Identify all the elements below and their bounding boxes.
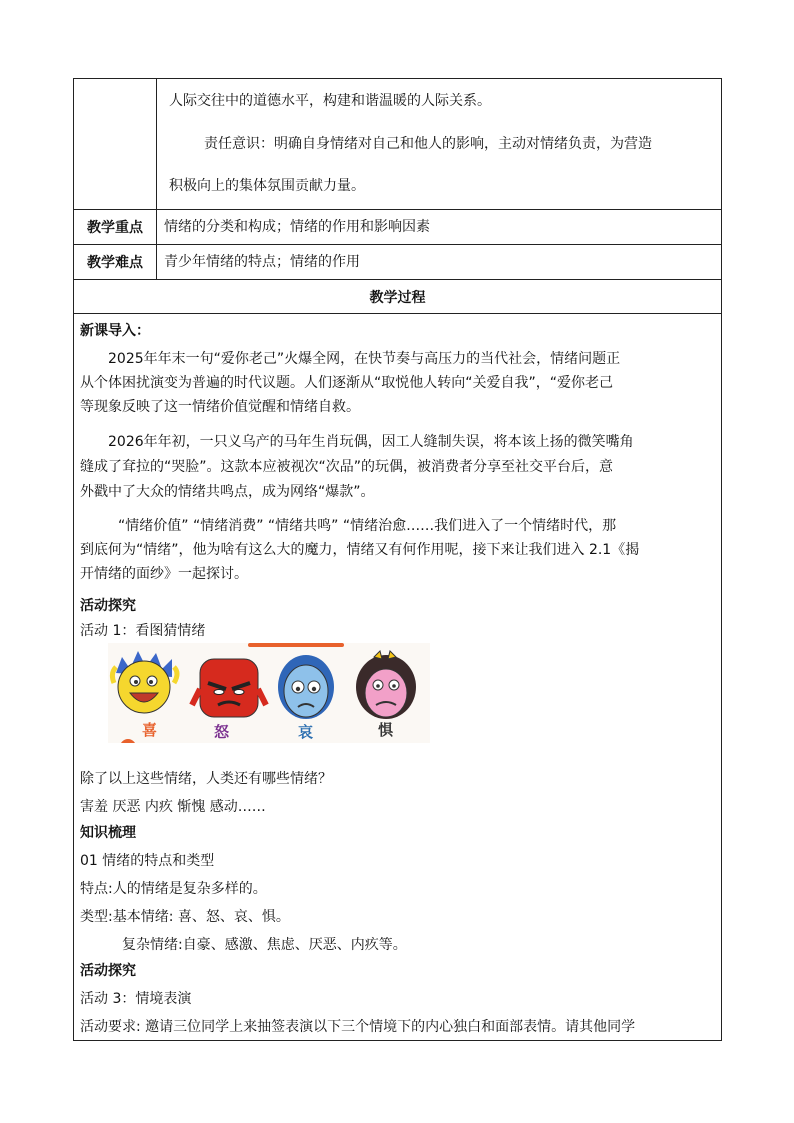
emotion-label: 喜 [142, 721, 158, 739]
intro-heading: 新课导入： [80, 323, 150, 339]
row-divider [74, 279, 721, 280]
lesson-plan-table [73, 78, 722, 1041]
intro-p1-line: 从个体困扰演变为普遍的时代议题。人们逐渐从“取悦他人转向“关爱自我”，“爱你老己 [80, 375, 614, 391]
intro-p2-line: 缝成了耷拉的“哭脸”。这款本应被视次“次品”的玩偶，被消费者分享至社交平台后，意 [80, 459, 614, 475]
key-points-label: 教学重点 [87, 220, 143, 236]
intro-p1-line: 等现象反映了这一情绪价值觉醒和情绪自救。 [80, 399, 360, 415]
activity1-answer: 害羞 厌恶 内疚 惭愧 感动…… [80, 799, 266, 815]
process-header: 教学过程 [369, 290, 426, 306]
anger-face-icon [192, 659, 266, 717]
difficult-points-label: 教学难点 [87, 255, 143, 271]
knowledge-type-complex: 复杂情绪:自豪、感激、焦虑、厌恶、内疚等。 [122, 937, 407, 953]
sadness-face-icon [278, 655, 334, 719]
key-points-value: 情绪的分类和构成；情绪的作用和影响因素 [164, 219, 430, 235]
intro-p3-line: “情绪价值” “情绪消费” “情绪共鸣” “情绪治愈……我们进入了一个情绪时代，那 [118, 518, 617, 534]
activity3-requirement: 活动要求: 邀请三位同学上来抽签表演以下三个情境下的内心独白和面部表情。请其他同学 [80, 1019, 636, 1035]
intro-p2-line: 外戳中了大众的情绪共鸣点，成为网络“爆款”。 [80, 484, 375, 500]
intro-p2-line: 2026年年初，一只义乌产的马年生肖玩偶，因工人缝制失误，将本该上扬的微笑嘴角 [108, 434, 634, 450]
column-divider [156, 79, 157, 279]
difficult-points-value: 青少年情绪的特点；情绪的作用 [164, 254, 360, 270]
row-divider [74, 244, 721, 245]
intro-p1-line: 2025年年末一句“爱你老己”火爆全网，在快节奏与高压力的当代社会，情绪问题正 [108, 351, 621, 367]
emotion-faces-image [108, 643, 430, 743]
emotion-label: 惧 [378, 721, 394, 739]
objective-line: 人际交往中的道德水平，构建和谐温暖的人际关系。 [169, 93, 491, 109]
knowledge-sub: 01 情绪的特点和类型 [80, 853, 215, 869]
activity1-title: 活动 1：看图猜情绪 [80, 623, 206, 639]
knowledge-type-basic: 类型:基本情绪: 喜、怒、哀、惧。 [80, 909, 290, 925]
responsibility-line-cont: 积极向上的集体氛围贡献力量。 [169, 178, 365, 194]
activity1-heading: 活动探究 [80, 598, 136, 614]
joy-face-icon [112, 651, 177, 713]
emotion-label: 哀 [298, 723, 314, 741]
row-divider [74, 313, 721, 314]
row-divider [74, 209, 721, 210]
intro-p3-line: 到底何为“情绪”，他为啥有这么大的魔力，情绪又有何作用呢，接下来让我们进入 2.1《揭 [80, 542, 640, 558]
activity1-question: 除了以上这些情绪，人类还有哪些情绪？ [80, 771, 332, 787]
responsibility-line: 责任意识：明确自身情绪对自己和他人的影响，主动对情绪负责，为营造 [204, 136, 652, 152]
knowledge-feature: 特点:人的情绪是复杂多样的。 [80, 881, 267, 897]
activity3-heading: 活动探究 [80, 963, 136, 979]
intro-p3-line: 开情绪的面纱》一起探讨。 [80, 566, 248, 582]
activity3-title: 活动 3：情境表演 [80, 991, 192, 1007]
emotion-label: 怒 [214, 723, 230, 741]
knowledge-heading: 知识梳理 [80, 825, 136, 841]
fear-face-icon [356, 651, 416, 719]
